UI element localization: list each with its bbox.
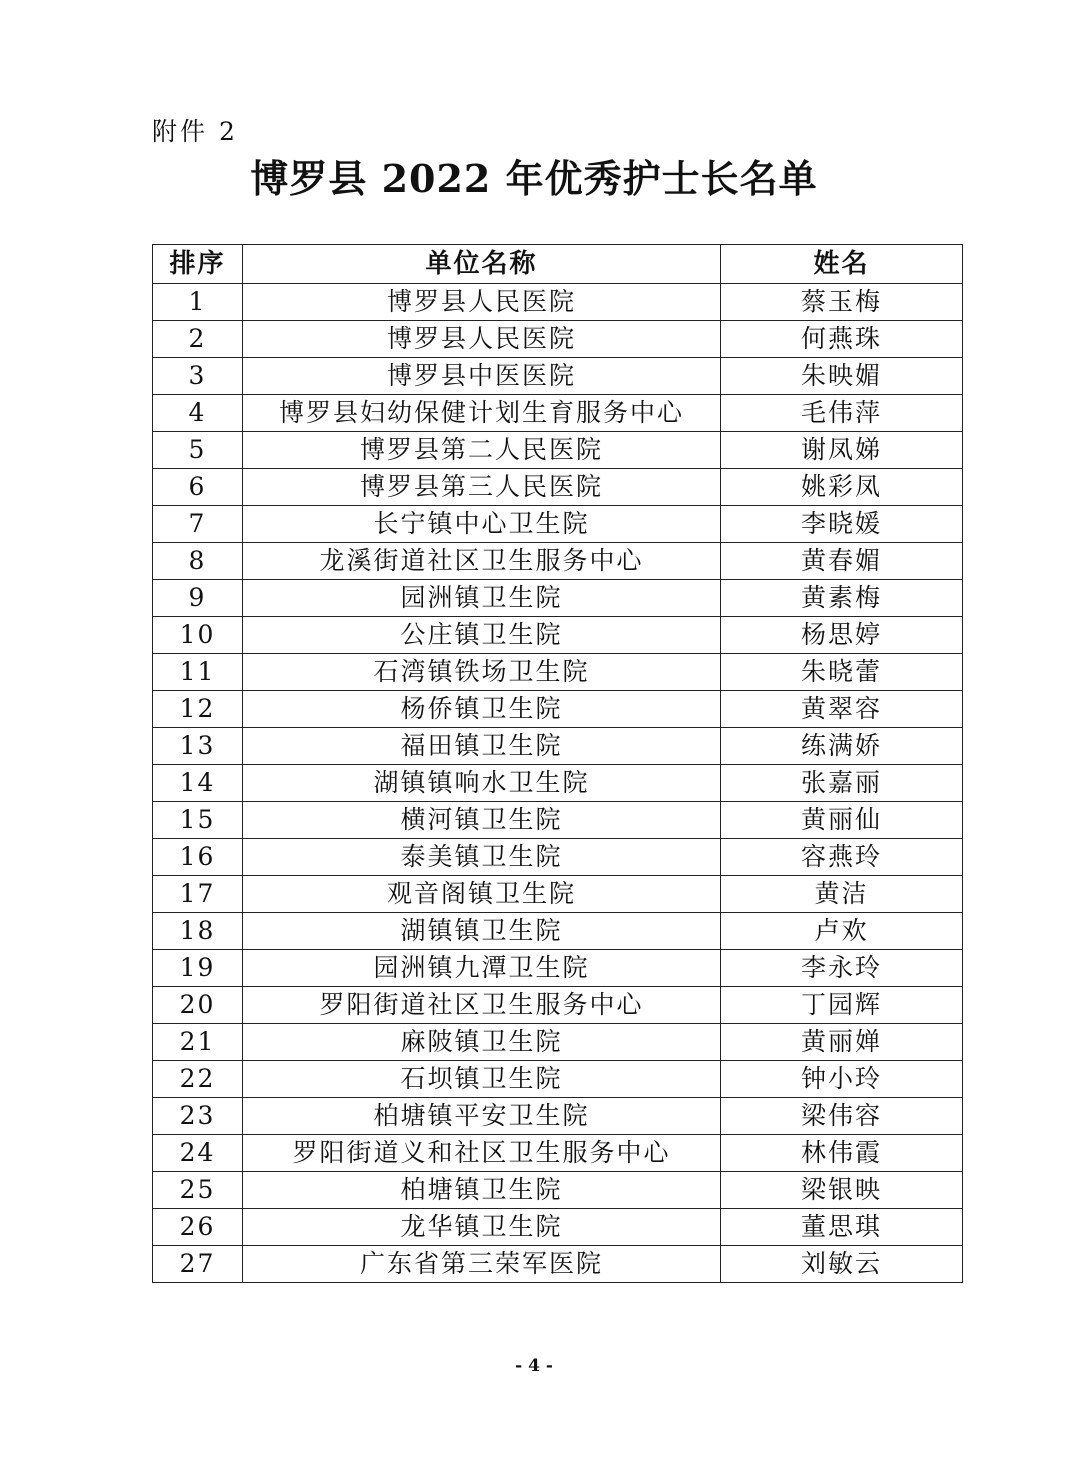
table-body	[153, 284, 963, 1283]
unit-cell: 公庄镇卫生院	[243, 617, 721, 654]
rank-cell: 10	[153, 617, 243, 654]
name-cell: 李永玲	[721, 950, 963, 987]
rank-cell: 14	[153, 765, 243, 802]
unit-cell: 石坝镇卫生院	[243, 1061, 721, 1098]
rank-cell: 15	[153, 802, 243, 839]
table-row	[153, 1246, 963, 1283]
rank-cell: 9	[153, 580, 243, 617]
rank-cell: 3	[153, 358, 243, 395]
name-cell: 丁园辉	[721, 987, 963, 1024]
name-cell: 黄丽仙	[721, 802, 963, 839]
unit-cell: 麻陂镇卫生院	[243, 1024, 721, 1061]
table-row	[153, 950, 963, 987]
rank-cell: 25	[153, 1172, 243, 1209]
unit-cell: 园洲镇卫生院	[243, 580, 721, 617]
rank-cell: 18	[153, 913, 243, 950]
table-row	[153, 839, 963, 876]
name-cell: 毛伟萍	[721, 395, 963, 432]
table-row	[153, 728, 963, 765]
head-nurse-table	[152, 244, 963, 1283]
rank-cell: 23	[153, 1098, 243, 1135]
page-number: - 4 -	[515, 1356, 553, 1376]
table-row	[153, 543, 963, 580]
table-row	[153, 1135, 963, 1172]
table-row	[153, 580, 963, 617]
table-row	[153, 987, 963, 1024]
unit-cell: 观音阁镇卫生院	[243, 876, 721, 913]
name-cell: 卢欢	[721, 913, 963, 950]
rank-cell: 16	[153, 839, 243, 876]
name-cell: 林伟霞	[721, 1135, 963, 1172]
rank-cell: 21	[153, 1024, 243, 1061]
rank-cell: 5	[153, 432, 243, 469]
name-cell: 黄翠容	[721, 691, 963, 728]
name-cell: 姚彩凤	[721, 469, 963, 506]
table-row	[153, 1061, 963, 1098]
table-row	[153, 617, 963, 654]
unit-cell: 龙溪街道社区卫生服务中心	[243, 543, 721, 580]
unit-cell: 罗阳街道社区卫生服务中心	[243, 987, 721, 1024]
rank-cell: 1	[153, 284, 243, 321]
name-cell: 梁银映	[721, 1172, 963, 1209]
table-header-row	[153, 245, 963, 284]
rank-cell: 7	[153, 506, 243, 543]
name-cell: 何燕珠	[721, 321, 963, 358]
table-row	[153, 913, 963, 950]
name-cell: 蔡玉梅	[721, 284, 963, 321]
rank-cell: 13	[153, 728, 243, 765]
unit-cell: 博罗县中医医院	[243, 358, 721, 395]
unit-cell: 湖镇镇响水卫生院	[243, 765, 721, 802]
name-cell: 杨思婷	[721, 617, 963, 654]
unit-cell: 博罗县第二人民医院	[243, 432, 721, 469]
rank-cell: 27	[153, 1246, 243, 1283]
name-cell: 梁伟容	[721, 1098, 963, 1135]
table-row	[153, 284, 963, 321]
table-row	[153, 469, 963, 506]
name-cell: 钟小玲	[721, 1061, 963, 1098]
name-cell: 黄丽婵	[721, 1024, 963, 1061]
rank-cell: 4	[153, 395, 243, 432]
table-row	[153, 1024, 963, 1061]
unit-cell: 湖镇镇卫生院	[243, 913, 721, 950]
name-cell: 董思琪	[721, 1209, 963, 1246]
rank-cell: 6	[153, 469, 243, 506]
rank-cell: 22	[153, 1061, 243, 1098]
table-row	[153, 321, 963, 358]
unit-cell: 柏塘镇平安卫生院	[243, 1098, 721, 1135]
name-cell: 朱晓蕾	[721, 654, 963, 691]
rank-cell: 20	[153, 987, 243, 1024]
name-cell: 朱映媚	[721, 358, 963, 395]
unit-cell: 博罗县第三人民医院	[243, 469, 721, 506]
name-cell: 李晓媛	[721, 506, 963, 543]
table-row	[153, 506, 963, 543]
unit-cell: 罗阳街道义和社区卫生服务中心	[243, 1135, 721, 1172]
unit-cell: 园洲镇九潭卫生院	[243, 950, 721, 987]
rank-cell: 11	[153, 654, 243, 691]
unit-cell: 博罗县人民医院	[243, 321, 721, 358]
unit-cell: 杨侨镇卫生院	[243, 691, 721, 728]
unit-cell: 横河镇卫生院	[243, 802, 721, 839]
unit-cell: 福田镇卫生院	[243, 728, 721, 765]
table-row	[153, 876, 963, 913]
rank-cell: 2	[153, 321, 243, 358]
table-row	[153, 1098, 963, 1135]
rank-cell: 26	[153, 1209, 243, 1246]
unit-cell: 龙华镇卫生院	[243, 1209, 721, 1246]
name-cell: 谢凤娣	[721, 432, 963, 469]
table-row	[153, 1209, 963, 1246]
table-row	[153, 802, 963, 839]
table-row	[153, 395, 963, 432]
attachment-label: 附件 2	[152, 117, 238, 146]
name-cell: 张嘉丽	[721, 765, 963, 802]
rank-cell: 17	[153, 876, 243, 913]
table-row	[153, 654, 963, 691]
header-name: 姓名	[721, 245, 963, 284]
rank-cell: 12	[153, 691, 243, 728]
table-row	[153, 765, 963, 802]
table-row	[153, 358, 963, 395]
header-unit: 单位名称	[243, 245, 721, 284]
table-row	[153, 691, 963, 728]
header-rank: 排序	[153, 245, 243, 284]
unit-cell: 柏塘镇卫生院	[243, 1172, 721, 1209]
unit-cell: 长宁镇中心卫生院	[243, 506, 721, 543]
name-cell: 刘敏云	[721, 1246, 963, 1283]
name-cell: 黄素梅	[721, 580, 963, 617]
rank-cell: 24	[153, 1135, 243, 1172]
table-row	[153, 1172, 963, 1209]
name-cell: 黄春媚	[721, 543, 963, 580]
document-title: 博罗县 2022 年优秀护士长名单	[250, 156, 818, 201]
unit-cell: 泰美镇卫生院	[243, 839, 721, 876]
rank-cell: 8	[153, 543, 243, 580]
unit-cell: 博罗县妇幼保健计划生育服务中心	[243, 395, 721, 432]
unit-cell: 广东省第三荣军医院	[243, 1246, 721, 1283]
unit-cell: 石湾镇铁场卫生院	[243, 654, 721, 691]
name-cell: 容燕玲	[721, 839, 963, 876]
rank-cell: 19	[153, 950, 243, 987]
table-row	[153, 432, 963, 469]
unit-cell: 博罗县人民医院	[243, 284, 721, 321]
name-cell: 黄洁	[721, 876, 963, 913]
name-cell: 练满娇	[721, 728, 963, 765]
